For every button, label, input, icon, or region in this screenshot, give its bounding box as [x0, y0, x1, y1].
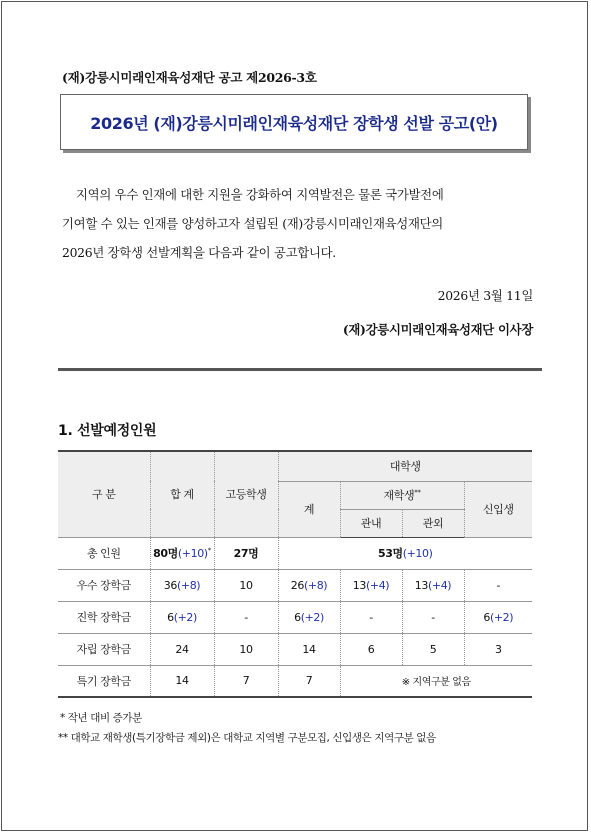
header-out-region: 관외 — [402, 509, 464, 537]
section-heading: 1. 선발예정인원 — [58, 423, 157, 439]
table-row: 우수 장학금 36(+8) 10 26(+8) 13(+4) 13(+4) - — [58, 569, 532, 601]
document-title: 2026년 (재)강릉시미래인재육성재단 장학생 선발 공고(안) — [90, 113, 498, 133]
region-note: ※ 지역구분 없음 — [340, 665, 532, 697]
table-row: 진학 장학금 6(+2) - 6(+2) - - 6(+2) — [58, 601, 532, 633]
cell-university-total: 53명(+10) — [278, 537, 532, 569]
title-box — [60, 94, 528, 150]
cell-total: 80명(+10)* — [150, 537, 214, 569]
row-label: 총 인원 — [58, 537, 150, 569]
header-high-school: 고등학생 — [214, 451, 278, 537]
header-enrolled: 재학생** — [340, 481, 464, 509]
intro-line: 지역의 우수 인재에 대한 지원을 강화하여 지역발전은 물론 국가발전에 — [76, 187, 444, 202]
header-freshman: 신입생 — [464, 481, 532, 537]
table-row: 자립 장학금 24 10 14 6 5 3 — [58, 633, 532, 665]
intro-paragraph — [62, 180, 532, 267]
notice-number: (재)강릉시미래인재육성재단 공고 제2026-3호 — [62, 70, 317, 85]
header-category: 구 분 — [58, 451, 150, 537]
quota-table — [58, 450, 532, 698]
notice-date: 2026년 3월 11일 — [437, 288, 533, 303]
cell-high-school: 27명 — [214, 537, 278, 569]
intro-line: 2026년 장학생 선발계획을 다음과 같이 공고합니다. — [62, 245, 336, 260]
signer: (재)강릉시미래인재육성재단 이사장 — [342, 322, 533, 337]
horizontal-rule — [58, 368, 542, 371]
header-univ-sum: 계 — [278, 481, 340, 537]
table-row-total — [58, 537, 532, 569]
footnote: * 작년 대비 증가분 — [60, 712, 142, 724]
footnote: ** 대학교 재학생(특기장학금 제외)은 대학교 지역별 구분모집, 신입생은 지역구분 없음 — [58, 732, 436, 744]
header-in-region: 관내 — [340, 509, 402, 537]
table-row-special: 특기 장학금 14 7 7 ※ 지역구분 없음 — [58, 665, 532, 697]
header-total: 합 계 — [150, 451, 214, 537]
intro-line: 기여할 수 있는 인재를 양성하고자 설립된 (재)강릉시미래인재육성재단의 — [62, 216, 443, 231]
header-university: 대학생 — [278, 451, 532, 481]
